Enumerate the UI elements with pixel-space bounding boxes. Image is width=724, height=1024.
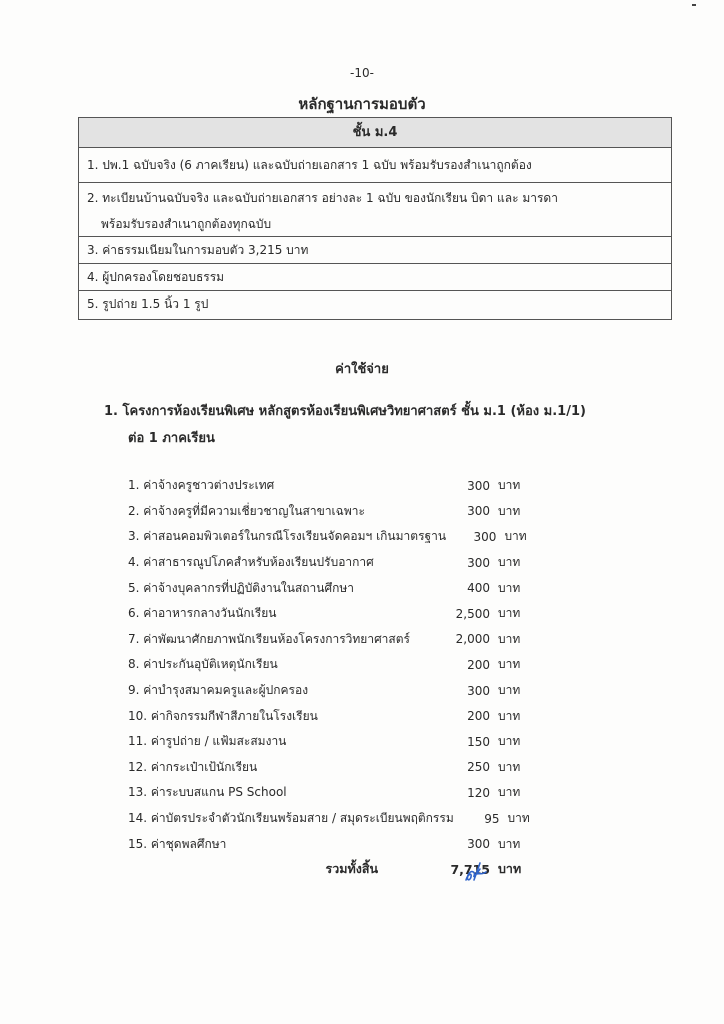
expense-label: 9. ค่าบำรุงสมาคมครูและผู้ปกครอง — [128, 683, 309, 698]
expense-label: 4. ค่าสาธารณูปโภคสำหรับห้องเรียนปรับอากาศ — [128, 555, 374, 570]
expense-unit: บาท — [498, 606, 521, 621]
expense-amount: 300 — [473, 529, 497, 544]
expense-amount: 150 — [467, 734, 490, 749]
table-row — [79, 148, 671, 183]
expense-label: 5. ค่าจ้างบุคลากรที่ปฏิบัติงานในสถานศึกษา — [128, 580, 355, 595]
expense-unit: บาท — [498, 580, 521, 595]
row-text: 5. รูปถ่าย 1.5 นิ้ว 1 รูป — [87, 297, 209, 311]
expense-amount: 400 — [467, 581, 490, 596]
expense-unit: บาท — [498, 657, 521, 672]
table-header: ชั้น ม.4 — [79, 118, 671, 148]
expense-amount: 300 — [467, 683, 490, 698]
row-text: 2. ทะเบียนบ้านฉบับจริง และฉบับถ่ายเอกสาร อย่างละ 1 ฉบับ ของนักเรียน บิดา และ มารดา — [87, 191, 558, 205]
expense-item — [128, 601, 538, 627]
expense-unit: บาท — [498, 555, 521, 570]
program-heading-line1: 1. โครงการห้องเรียนพิเศษ หลักสูตรห้องเรียนพิเศษวิทยาศาสตร์ ชั้น ม.1 (ห้อง ม.1/1) — [104, 404, 586, 419]
scan-mark — [692, 4, 696, 6]
expense-unit: บาท — [498, 683, 521, 698]
expense-label: 12. ค่ากระเป๋าเป้นักเรียน — [128, 759, 258, 774]
expense-label: 10. ค่ากิจกรรมกีฬาสีภายในโรงเรียน — [128, 708, 318, 723]
page-number: -10- — [350, 66, 374, 80]
expense-amount: 200 — [467, 657, 490, 672]
table-row — [79, 183, 671, 237]
total-amount: 7,715 — [450, 861, 490, 877]
expenses-title: ค่าใช้จ่าย — [335, 362, 389, 377]
expense-item — [128, 678, 538, 704]
expense-label: 13. ค่าระบบสแกน PS School — [128, 785, 287, 800]
expense-label: 14. ค่าบัตรประจำตัวนักเรียนพร้อมสาย / สมุดระเบียนพฤติกรรม — [128, 811, 454, 826]
table-row — [79, 291, 671, 319]
expense-unit: บาท — [498, 503, 521, 518]
table-row — [79, 237, 671, 264]
expense-label: 1. ค่าจ้างครูชาวต่างประเทศ — [128, 478, 275, 493]
table-row — [79, 264, 671, 291]
expense-label: 11. ค่ารูปถ่าย / แฟ้มสะสมงาน — [128, 734, 287, 749]
expense-unit: บาท — [504, 529, 527, 544]
expense-unit: บาท — [498, 478, 521, 493]
row-text-continuation: พร้อมรับรองสำเนาถูกต้องทุกฉบับ — [101, 217, 272, 231]
expense-unit: บาท — [498, 836, 521, 851]
row-text: 3. ค่าธรรมเนียมในการมอบตัว 3,215 บาท — [87, 243, 309, 257]
total-label: รวมทั้งสิ้น — [325, 861, 378, 877]
total-unit: บาท — [498, 861, 522, 877]
expense-label: 15. ค่าชุดพลศึกษา — [128, 836, 227, 851]
expense-label: 8. ค่าประกันอุบัติเหตุนักเรียน — [128, 657, 278, 672]
expense-amount: 95 — [484, 811, 500, 826]
expense-amount: 200 — [467, 709, 490, 724]
expense-item — [128, 550, 538, 576]
expense-item — [128, 831, 538, 857]
program-heading — [104, 398, 586, 452]
expense-item — [128, 755, 538, 781]
expense-amount: 250 — [467, 760, 490, 775]
expense-item — [128, 780, 538, 806]
expense-amount: 300 — [467, 555, 490, 570]
expense-amount: 2,500 — [455, 606, 490, 621]
admission-documents-table — [78, 117, 672, 320]
expense-item — [128, 524, 538, 550]
expense-label: 2. ค่าจ้างครูที่มีความเชี่ยวชาญในสาขาเฉพาะ — [128, 503, 365, 518]
expense-unit: บาท — [498, 785, 521, 800]
expense-item — [128, 703, 538, 729]
expense-item — [128, 806, 538, 832]
expense-unit: บาท — [507, 811, 530, 826]
program-heading-line2: ต่อ 1 ภาคเรียน — [128, 431, 215, 446]
expense-item — [128, 473, 538, 499]
row-text: 4. ผู้ปกครองโดยชอบธรรม — [87, 270, 225, 284]
expense-label: 6. ค่าอาหารกลางวันนักเรียน — [128, 606, 277, 621]
expense-amount: 300 — [467, 478, 490, 493]
document-title: หลักฐานการมอบตัว — [298, 95, 426, 113]
expense-amount: 2,000 — [455, 632, 490, 647]
expense-item — [128, 627, 538, 653]
expense-unit: บาท — [498, 759, 521, 774]
expense-label: 7. ค่าพัฒนาศักยภาพนักเรียนห้องโครงการวิทยาศาสตร์ — [128, 631, 410, 646]
expense-label: 3. ค่าสอนคอมพิวเตอร์ในกรณีโรงเรียนจัดคอมฯ เกินมาตรฐาน — [128, 529, 447, 544]
expense-unit: บาท — [498, 708, 521, 723]
expense-amount: 300 — [467, 837, 490, 852]
expense-item — [128, 652, 538, 678]
signature-mark — [462, 860, 492, 884]
expense-amount: 300 — [467, 504, 490, 519]
expense-unit: บาท — [498, 734, 521, 749]
row-text: 1. ปพ.1 ฉบับจริง (6 ภาคเรียน) และฉบับถ่ายเอกสาร 1 ฉบับ พร้อมรับรองสำเนาถูกต้อง — [87, 158, 532, 172]
expense-list — [128, 473, 538, 882]
expense-item — [128, 729, 538, 755]
expense-unit: บาท — [498, 631, 521, 646]
expense-amount: 120 — [467, 785, 490, 800]
expense-item — [128, 575, 538, 601]
expense-item — [128, 499, 538, 525]
